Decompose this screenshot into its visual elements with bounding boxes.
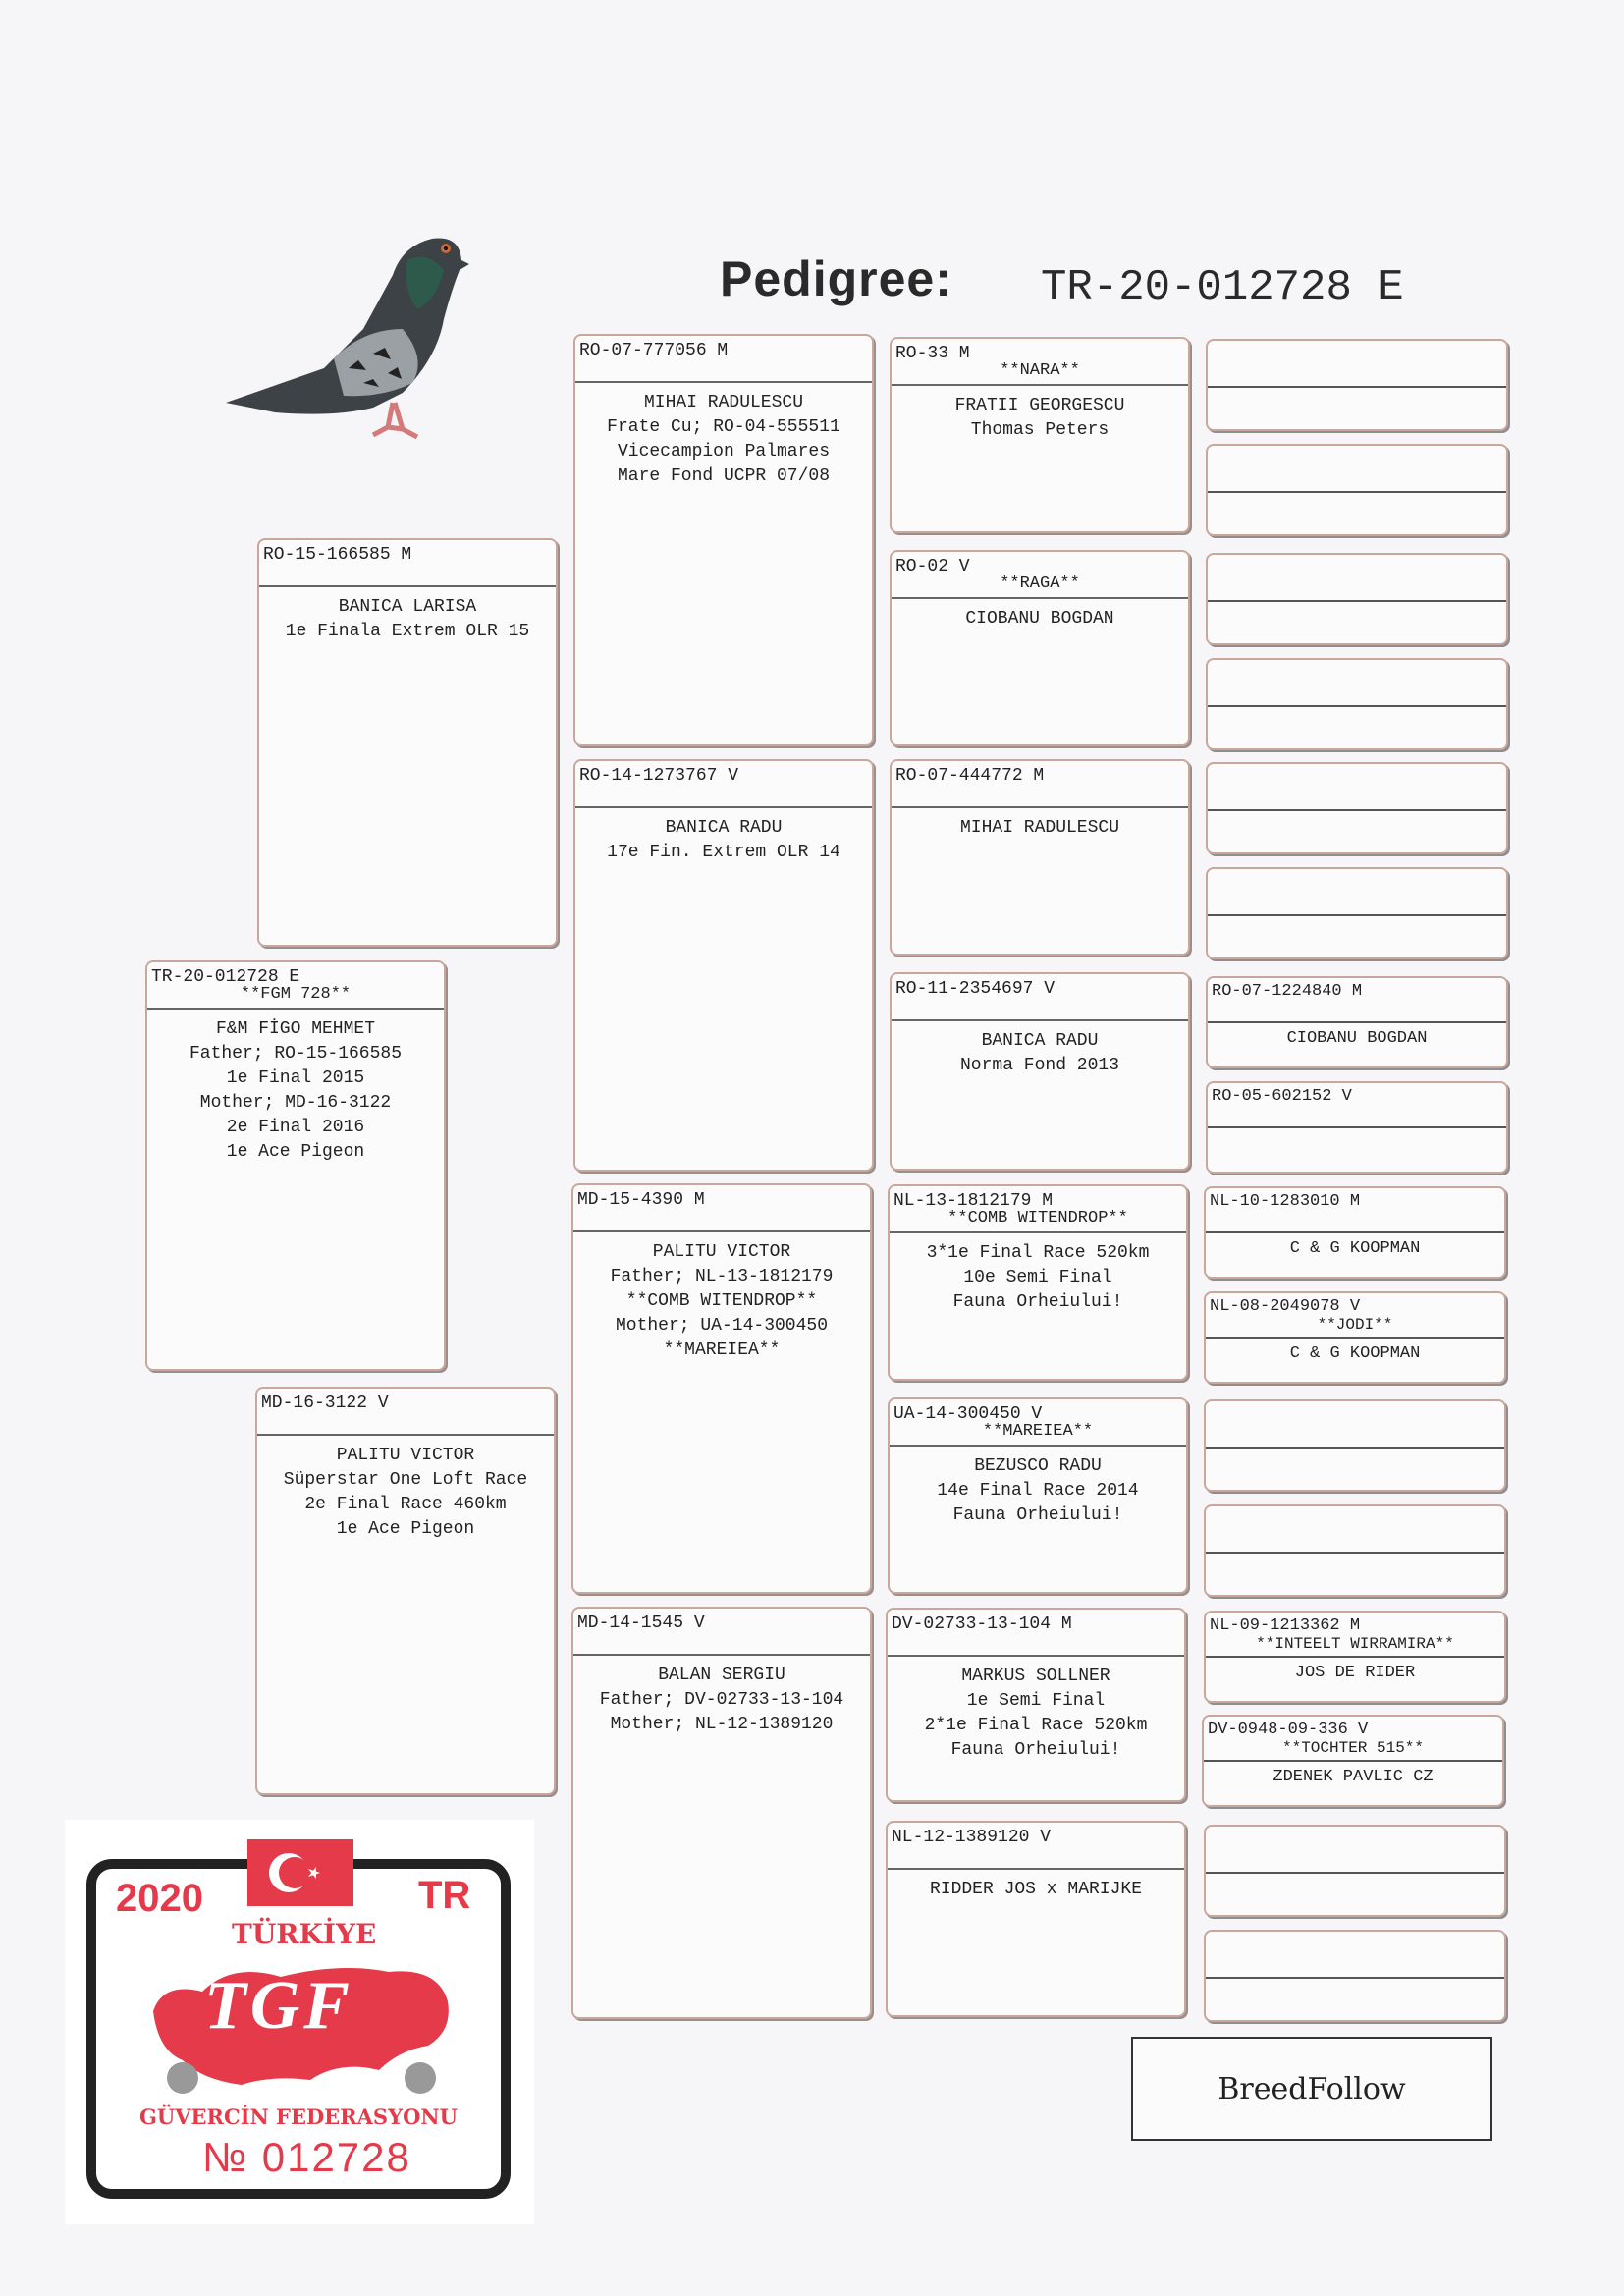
empty-box (1206, 658, 1508, 750)
pigeon-details: F&M FİGO MEHMET Father; RO-15-166585 1e Final 2015 Mother; MD-16-3122 2e Final 2016 1e Ace Pigeon (189, 1019, 403, 1162)
ring-number: MD-14-1545 V (573, 1609, 870, 1656)
pigeon-details: CIOBANU BOGDAN (965, 609, 1114, 629)
pedigree-box-mmf (886, 1608, 1186, 1802)
pigeon-details: MIHAI RADULESCU (959, 818, 1120, 838)
pigeon-details: BANICA LARISA 1e Finala Extrem OLR 15 (285, 597, 530, 641)
pedigree-box-mother-father (571, 1183, 872, 1594)
pedigree-box-mfm (888, 1397, 1188, 1594)
pedigree-box-g5 (1202, 1715, 1504, 1807)
empty-box (1206, 867, 1508, 959)
empty-box (1204, 1504, 1506, 1597)
nickname: **JODI** (1317, 1316, 1393, 1334)
ring-card (65, 1820, 534, 2224)
pedigree-box-fff (890, 337, 1190, 533)
pedigree-box-mother-mother (571, 1607, 872, 2019)
pigeon-details: PALITU VICTOR Süperstar One Loft Race 2e Final Race 460km 1e Ace Pigeon (283, 1446, 528, 1539)
pedigree-box-fmm (890, 972, 1190, 1171)
pigeon-details: RIDDER JOS x MARIJKE (929, 1880, 1143, 1899)
nickname: **INTEELT WIRRAMIRA** (1256, 1635, 1454, 1653)
pedigree-box-father-father (573, 334, 874, 746)
brand-box: BreedFollow (1131, 2037, 1492, 2141)
pigeon-details: JOS DE RIDER (1294, 1664, 1416, 1682)
ring-number: RO-14-1273767 V (575, 761, 872, 808)
pigeon-details: BALAN SERGIU Father; DV-02733-13-104 Mother; NL-12-1389120 (599, 1666, 844, 1734)
nickname: **RAGA** (1000, 574, 1080, 593)
ring-number: NL-13-1812179 M **COMB WITENDROP** (890, 1186, 1186, 1233)
empty-box (1206, 762, 1508, 854)
pigeon-details: CIOBANU BOGDAN (1286, 1029, 1428, 1048)
pedigree-box-father-mother (573, 759, 874, 1172)
card-year: 2020 (116, 1877, 203, 1920)
pedigree-box-g5 (1204, 1186, 1506, 1279)
pedigree-box-g5 (1206, 976, 1508, 1068)
pedigree-box-g5 (1206, 1081, 1508, 1174)
ring-number: RO-07-777056 M (575, 336, 872, 383)
pigeon-details: ZDENEK PAVLIC CZ (1272, 1768, 1434, 1786)
empty-box (1204, 1399, 1506, 1492)
ring-number: MD-15-4390 M (573, 1185, 870, 1232)
card-number: № 012728 (202, 2134, 411, 2180)
ring-number: DV-02733-13-104 M (888, 1610, 1184, 1657)
ring-number: RO-02 V **RAGA** (892, 552, 1188, 599)
empty-box (1204, 1930, 1506, 2022)
card-org: TGF (204, 1968, 353, 2044)
card-country: TÜRKİYE (232, 1918, 377, 1950)
pedigree-box-subject (145, 960, 446, 1371)
ring-number: NL-08-2049078 V **JODI** (1206, 1293, 1504, 1339)
pigeon-details: BANICA RADU 17e Fin. Extrem OLR 14 (607, 818, 840, 862)
pigeon-details: 3*1e Final Race 520km 10e Semi Final Fauna Orheiului! (926, 1243, 1150, 1312)
pigeon-details: FRATII GEORGESCU Thomas Peters (954, 396, 1125, 440)
empty-box (1206, 444, 1508, 536)
pigeon-details: PALITU VICTOR Father; NL-13-1812179 **COMB WITENDROP** Mother; UA-14-300450 **MAREIEA** (610, 1242, 834, 1360)
pedigree-box-mmm (886, 1821, 1186, 2017)
pedigree-box-g5 (1204, 1291, 1506, 1384)
ring-number: RO-15-166585 M (259, 540, 556, 587)
pigeon-details: BANICA RADU Norma Fond 2013 (959, 1031, 1120, 1075)
pedigree-box-father (257, 538, 558, 947)
ring-number: TR-20-012728 E **FGM 728** (147, 962, 444, 1010)
ring-number: RO-33 M **NARA** (892, 339, 1188, 386)
nickname: **MAREIEA** (982, 1422, 1094, 1441)
ring-number: RO-05-602152 V (1208, 1083, 1506, 1128)
pedigree-ring-number: TR-20-012728 E (1041, 263, 1404, 312)
ring-number: UA-14-300450 V **MAREIEA** (890, 1399, 1186, 1447)
empty-box (1204, 1825, 1506, 1917)
turkish-flag-icon (247, 1839, 353, 1906)
ring-number: MD-16-3122 V (257, 1389, 554, 1436)
ring-number: NL-12-1389120 V (888, 1823, 1184, 1870)
pedigree-box-mff (888, 1184, 1188, 1381)
ring-number: RO-11-2354697 V (892, 974, 1188, 1021)
pigeon-details: MARKUS SOLLNER 1e Semi Final 2*1e Final Race 520km Fauna Orheiului! (924, 1667, 1148, 1760)
pigeon-details: MIHAI RADULESCU Frate Cu; RO-04-555511 Vicecampion Palmares Mare Fond UCPR 07/08 (607, 393, 840, 486)
pigeon-details: BEZUSCO RADU 14e Final Race 2014 Fauna Orheiului! (937, 1456, 1139, 1525)
ring-number: NL-10-1283010 M (1206, 1188, 1504, 1233)
nickname: **NARA** (1000, 361, 1080, 380)
empty-box (1206, 339, 1508, 431)
pedigree-box-mother (255, 1387, 556, 1795)
ring-number: DV-0948-09-336 V **TOCHTER 515** (1204, 1717, 1502, 1762)
pedigree-box-fmf (890, 759, 1190, 956)
ring-number: RO-07-444772 M (892, 761, 1188, 808)
nickname: **COMB WITENDROP** (947, 1209, 1128, 1228)
pedigree-box-ffm (890, 550, 1190, 746)
pigeon-details: C & G KOOPMAN (1289, 1239, 1421, 1258)
nickname: **FGM 728** (240, 985, 352, 1004)
empty-box (1206, 553, 1508, 645)
card-country-code: TR (418, 1874, 471, 1917)
pigeon-details: C & G KOOPMAN (1289, 1344, 1421, 1363)
pigeon-image (216, 221, 471, 457)
card-federation: GÜVERCİN FEDERASYONU (139, 2105, 458, 2129)
ring-number: NL-09-1213362 M **INTEELT WIRRAMIRA** (1206, 1613, 1504, 1658)
pigeon-details (1208, 1128, 1506, 1132)
pedigree-box-g5 (1204, 1611, 1506, 1703)
page-title: Pedigree: (720, 251, 952, 306)
nickname: **TOCHTER 515** (1281, 1739, 1425, 1757)
ring-number: RO-07-1224840 M (1208, 978, 1506, 1023)
